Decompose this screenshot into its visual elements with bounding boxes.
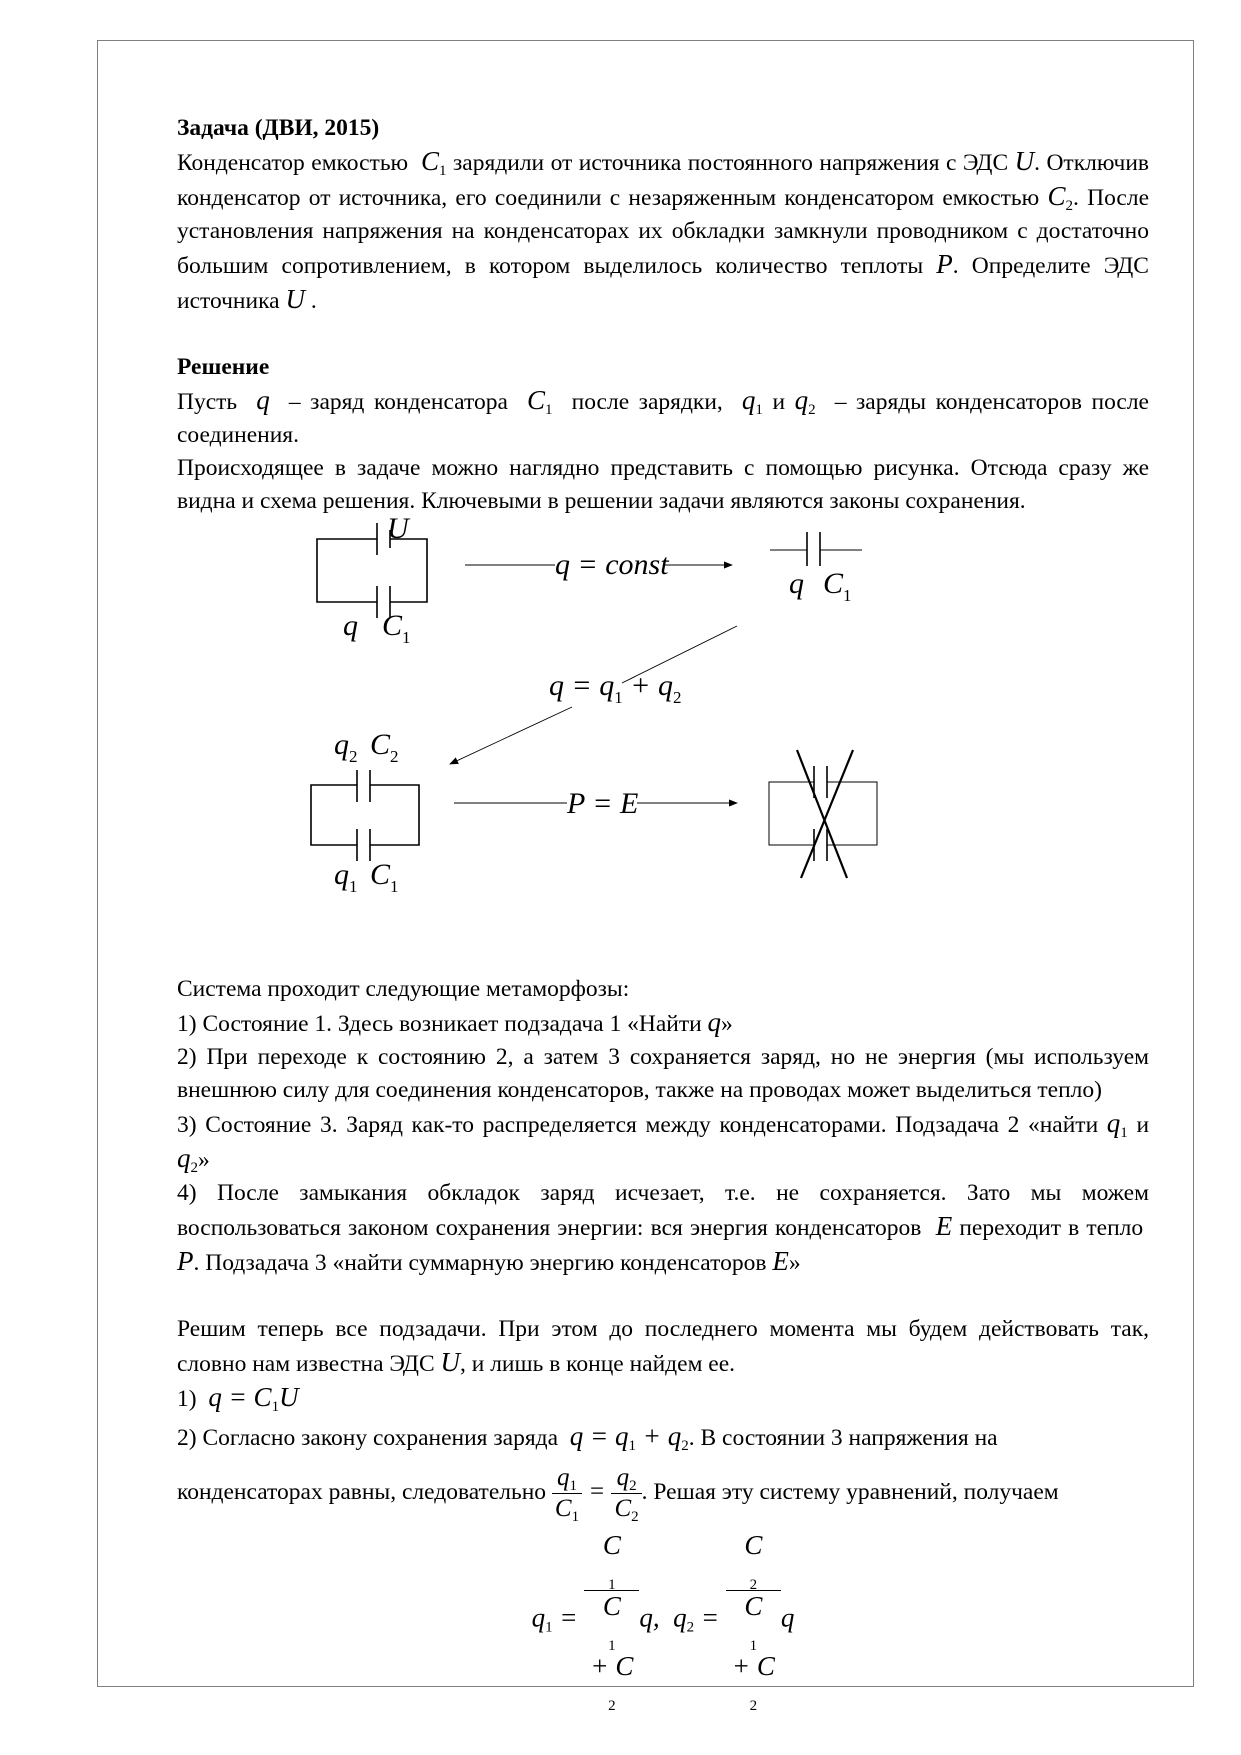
middle-equation: $q = q_1 + q_2$ — [549, 669, 682, 707]
label-q: q — [343, 609, 358, 642]
fraction-q2: C $_2$ C $_1$ + C $_2$ — [726, 1530, 781, 1711]
cross-line-1 — [797, 750, 847, 878]
label-q1: $q_1$ — [334, 858, 358, 896]
arrow-p-e-label: P = E — [567, 787, 639, 820]
arrow-q-const — [465, 548, 732, 581]
fraction-q1: C $_1$ C $_1$ + C $_2$ — [584, 1530, 639, 1711]
subtask-2-line1: 2) Согласно закону сохранения заряда $q = q_1 + q_2$. В состоянии 3 напряжения на — [177, 1421, 998, 1454]
solution-intro: Пусть q – заряд конденсатора $C_1$ после зарядки, $q_1$ и $q_2$ – заряды конденсаторов после соединения. — [177, 385, 1149, 448]
label-C1-state3: $C_1$ — [370, 858, 399, 896]
label-C1: $C_1$ — [382, 609, 411, 647]
state-1-circuit — [317, 523, 427, 618]
metamorphosis-1: 1) Состояние 1. Здесь возникает подзадача 1 «Найти q» — [177, 1007, 733, 1037]
document-body — [177, 112, 1150, 1714]
final-equations: $q_1$ = C $_1$ C $_1$ + C $_2$ q, $q_2$ = C $_2$ C $_1$ + C $_2$ q — [531, 1530, 795, 1714]
metamorphosis-4: 4) После замыкания обкладок заряд исчезает, т.е. не сохраняется. Зато мы можем воспользоваться законом сохранения энергии: вся энергия конденсаторов E переходит в тепло P. Подзадача 3 «найти суммарную энергию конденсаторов E» — [177, 1180, 1149, 1276]
ratio-q2-c2: $\frac{q_2}{C_2}$ — [611, 1463, 641, 1524]
label-C2: $C_2$ — [370, 728, 399, 766]
state-2-capacitor — [770, 532, 862, 566]
subtask-1: 1) $q = C_1U$ — [177, 1382, 299, 1415]
arrow-q-const-label: q = const — [555, 548, 669, 581]
label-q-state2: q — [789, 567, 804, 600]
ratio-q1-c1: $\frac{q_1}{C_1}$ — [552, 1463, 582, 1524]
metamorphoses-intro: Система проходит следующие метаморфозы: — [177, 976, 630, 1002]
metamorphosis-3: 3) Состояние 3. Заряд как-то распределяется между конденсаторами. Подзадача 2 «найти $q_1$ и $q_2$» — [177, 1108, 1150, 1176]
state-4-crossed-circuit — [769, 750, 877, 878]
solution-title: Решение — [177, 354, 270, 380]
state-3-circuit — [311, 770, 419, 861]
arrow-to-state-3 — [450, 707, 572, 764]
label-C1-state2: $C_1$ — [823, 567, 852, 605]
arrow-p-e — [454, 787, 737, 820]
metamorphosis-2: 2) При переходе к состоянию 2, а затем 3 сохраняется заряд, но не энергия (мы используем внешнюю силу для соединения конденсаторов, также на проводах может выделиться тепло) — [177, 1044, 1149, 1103]
label-q2: $q_2$ — [334, 728, 358, 766]
problem-statement: Конденсатор емкостью $C_1$ зарядили от источника постоянного напряжения с ЭДС U. Отключив конденсатор от источника, его соединили с незаряженным конденсатором емкостью $C_2$. После установления напряжения на конденсаторах их обкладки замкнули проводником с достаточно большим сопротивлением, в котором выделилось количество теплоты P. Определите ЭДС источника U . — [177, 146, 1150, 314]
subtask-2-line2: конденсаторах равны, следовательно $\frac{q_1}{C_1}$ = $\frac{q_2}{C_2}$ . Решая эту систему уравнений, получаем — [177, 1464, 1059, 1525]
solution-paragraph: Происходящее в задаче можно наглядно представить с помощью рисунка. Отсюда сразу же видна и схема решения. Ключевыми в решении задачи являются законы сохранения. — [177, 455, 1149, 514]
problem-title: Задача (ДВИ, 2015) — [177, 115, 380, 141]
subtasks-intro: Решим теперь все подзадачи. При этом до последнего момента мы будем действовать так, словно нам известна ЭДС U, и лишь в конце найдем ее. — [177, 1316, 1149, 1377]
label-U: U — [387, 518, 409, 545]
capacitor-diagram — [177, 518, 1149, 973]
diagram-svg — [177, 518, 1149, 973]
